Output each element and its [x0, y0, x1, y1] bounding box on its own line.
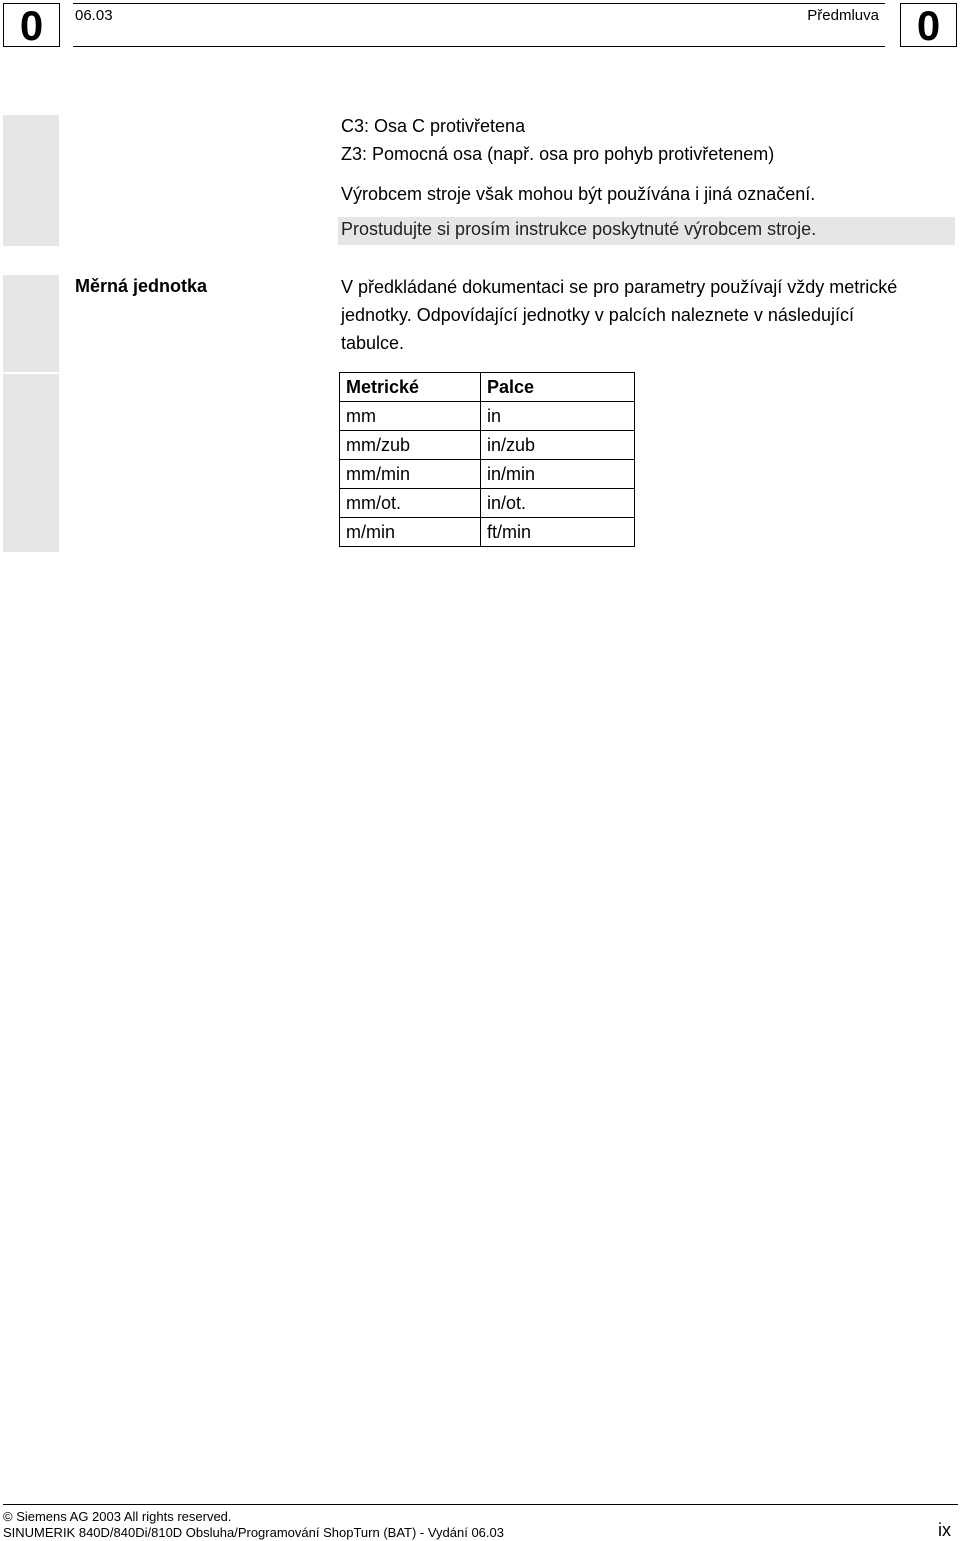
- intro-line-c3: C3: Osa C protivřetena: [341, 116, 526, 136]
- table-header-row: [340, 373, 635, 402]
- table-cell-metric: mm/zub: [340, 431, 481, 460]
- table-header-inch: Palce: [481, 373, 635, 402]
- page-header: [73, 3, 885, 47]
- chapter-number-right: 0: [900, 3, 957, 47]
- header-date: 06.03: [75, 7, 113, 24]
- footer-book-title: SINUMERIK 840D/840Di/810D Obsluha/Programování ShopTurn (BAT) - Vydání 06.03: [3, 1525, 504, 1540]
- header-title: Předmluva: [807, 7, 879, 24]
- table-row: [340, 402, 635, 431]
- table-cell-metric: mm: [340, 402, 481, 431]
- units-paragraph-line: tabulce.: [341, 333, 405, 353]
- footer-divider: [3, 1504, 958, 1505]
- table-cell-inch: in: [481, 402, 635, 431]
- section-heading-units: Měrná jednotka: [75, 276, 208, 296]
- units-paragraph-line: jednotky. Odpovídající jednotky v palcích naleznete v následující: [341, 305, 854, 325]
- table-row: [340, 489, 635, 518]
- margin-bar: [3, 374, 59, 552]
- page-number: ix: [938, 1520, 951, 1540]
- intro-line-z3: Z3: Pomocná osa (např. osa pro pohyb protivřetenem): [341, 144, 775, 164]
- units-paragraph-line: V předkládané dokumentaci se pro parametry používají vždy metrické: [341, 277, 898, 297]
- table-row: [340, 518, 635, 547]
- table-cell-metric: mm/ot.: [340, 489, 481, 518]
- units-table: [339, 372, 635, 547]
- margin-bar: [3, 115, 59, 246]
- table-cell-metric: mm/min: [340, 460, 481, 489]
- table-header-metric: Metrické: [340, 373, 481, 402]
- chapter-number-left: 0: [3, 3, 60, 47]
- table-cell-inch: ft/min: [481, 518, 635, 547]
- table-cell-inch: in/zub: [481, 431, 635, 460]
- table-cell-inch: in/min: [481, 460, 635, 489]
- intro-line-manufacturer: Výrobcem stroje však mohou být používána i jiná označení.: [341, 184, 816, 204]
- intro-line-instructions: Prostudujte si prosím instrukce poskytnuté výrobcem stroje.: [341, 219, 817, 239]
- table-row: [340, 460, 635, 489]
- footer-copyright: © Siemens AG 2003 All rights reserved.: [3, 1509, 232, 1524]
- table-row: [340, 431, 635, 460]
- table-cell-inch: in/ot.: [481, 489, 635, 518]
- table-cell-metric: m/min: [340, 518, 481, 547]
- margin-bar: [3, 275, 59, 372]
